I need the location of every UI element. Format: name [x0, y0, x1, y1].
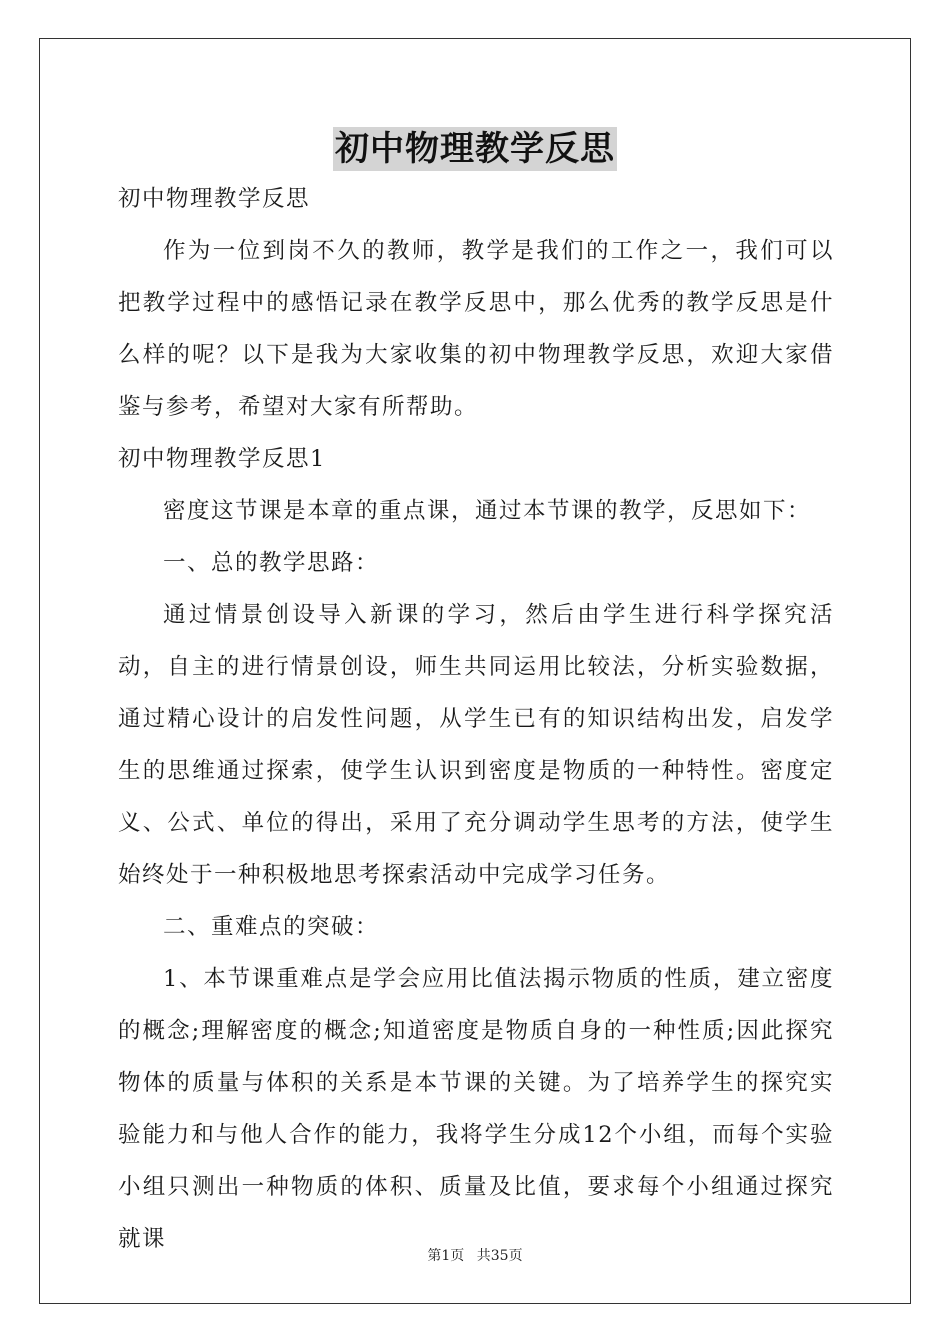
paragraph: 通过情景创设导入新课的学习，然后由学生进行科学探究活动，自主的进行情景创设，师生共同运用比较法，分析实验数据，通过精心设计的启发性问题，从学生已有的知识结构出发，启发学生的思维通过探索，使学生认识到密度是物质的一种特性。密度定义、公式、单位的得出，采用了充分调动学生思考的方法，使学生始终处于一种积极地思考探索活动中完成学习任务。 [118, 602, 834, 888]
paragraph: 密度这节课是本章的重点课，通过本节课的教学，反思如下： [163, 498, 812, 524]
document-body [118, 173, 834, 1265]
paragraph: 1、本节课重难点是学会应用比值法揭示物质的性质，建立密度的概念;理解密度的概念;知道密度是物质自身的一种性质;因此探究物体的质量与体积的关系是本节课的关键。为了培养学生的探究实验能力和与他人合作的能力，我将学生分成12个小组，而每个实验小组只测出一种物质的体积、质量及比值，要求每个小组通过探究就课 [118, 966, 834, 1252]
page-footer [0, 1245, 950, 1265]
paragraph: 作为一位到岗不久的教师，教学是我们的工作之一，我们可以把教学过程中的感悟记录在教学反思中，那么优秀的教学反思是什么样的呢？以下是我为大家收集的初中物理教学反思，欢迎大家借鉴与参考，希望对大家有所帮助。 [118, 238, 834, 420]
page-total: 共35页 [476, 1248, 523, 1264]
section-heading: 初中物理教学反思1 [118, 446, 326, 472]
paragraph: 一、总的教学思路： [163, 550, 380, 576]
page-number: 第1页 [427, 1248, 465, 1264]
title-container [0, 127, 950, 171]
paragraph: 初中物理教学反思 [118, 186, 311, 212]
paragraph: 二、重难点的突破： [163, 914, 380, 940]
document-title: 初中物理教学反思 [335, 129, 615, 169]
